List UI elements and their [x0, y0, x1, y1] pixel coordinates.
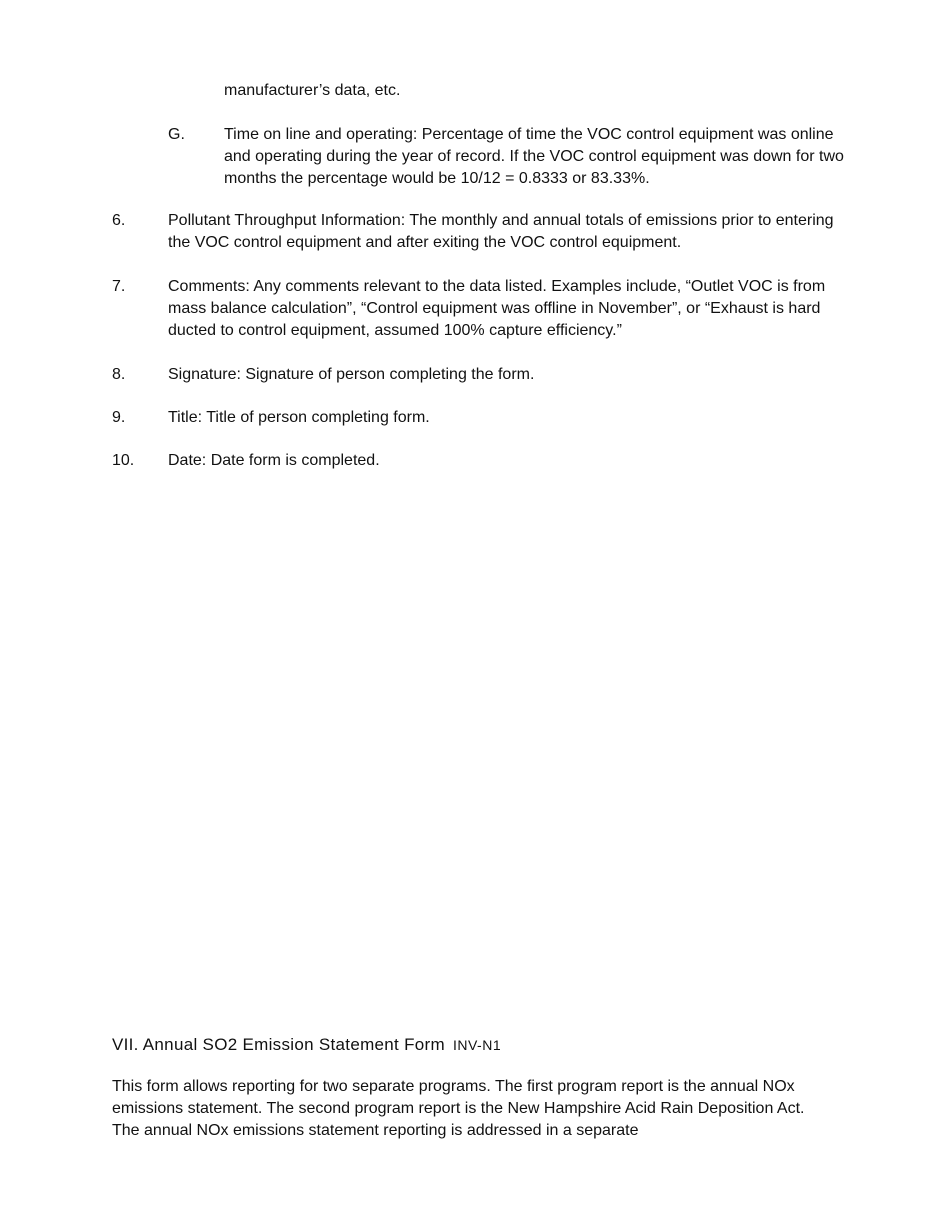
list-number: 10. [112, 452, 135, 469]
list-marker: G. [168, 126, 185, 143]
list-item-text: Pollutant Throughput Information: The monthly and annual totals of emissions prior to entering the VOC control equipment and after exiting the VOC control equipment. [168, 212, 834, 251]
list-item-8 [112, 364, 852, 386]
section-heading [112, 1034, 852, 1056]
list-number: 6. [112, 212, 126, 229]
list-item-text: Date: Date form is completed. [168, 452, 380, 469]
section-title: VII. Annual SO2 Emission Statement Form [112, 1035, 445, 1054]
list-item-text: Comments: Any comments relevant to the data listed. Examples include, “Outlet VOC is from mass balance calculation”, “Control equipment was offline in November”, or “Exhaust is hard ducted to control equipment, assumed 100% capture efficiency.” [168, 278, 826, 339]
list-item-text: Time on line and operating: Percentage of time the VOC control equipment was online and operating during the year of record. If the VOC control equipment was down for two months the percentage would be 10/12 = 0.8333 or 83.33%. [224, 126, 844, 187]
list-number: 7. [112, 278, 126, 295]
form-code: INV-N1 [452, 1037, 502, 1053]
list-item-g [168, 124, 868, 190]
list-item-text: Signature: Signature of person completing the form. [168, 366, 535, 383]
list-item-text: Title: Title of person completing form. [168, 409, 430, 426]
list-number: 8. [112, 366, 126, 383]
list-item-10 [112, 450, 852, 472]
list-item-9 [112, 407, 852, 429]
list-item-7 [112, 276, 852, 342]
section-paragraph: This form allows reporting for two separate programs. The first program report is the annual NOx emissions statement. The second program report is the New Hampshire Acid Rain Deposition Act. The annual NOx emissions statement reporting is addressed in a separate [112, 1078, 805, 1139]
list-item-6 [112, 210, 852, 254]
list-number: 9. [112, 409, 126, 426]
continuation-text: manufacturer’s data, etc. [224, 82, 401, 99]
